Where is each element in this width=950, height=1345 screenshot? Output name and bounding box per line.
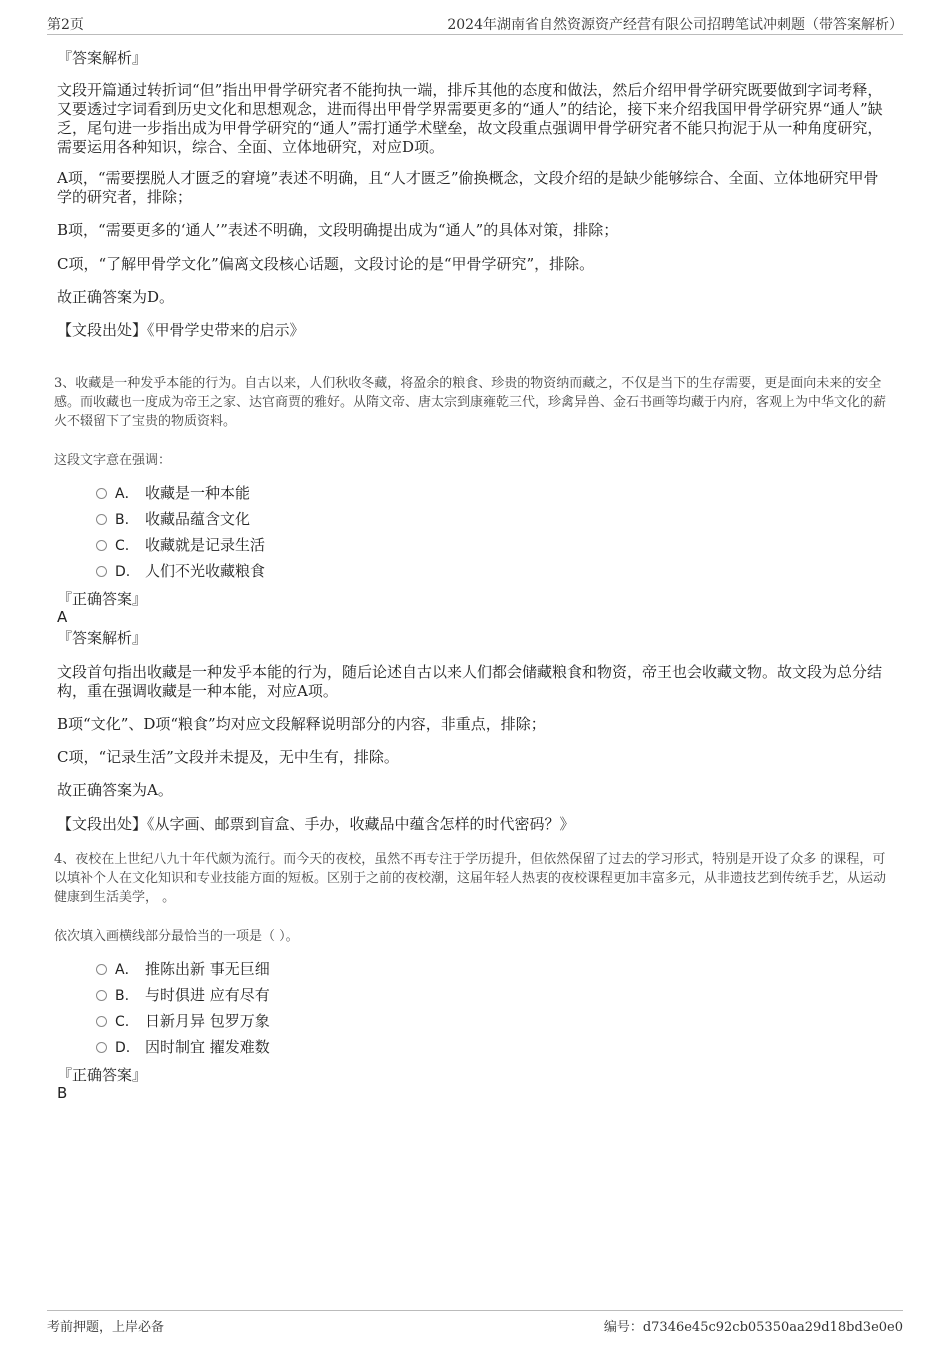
q3-correct-answer: A	[57, 608, 68, 626]
q2-analysis-p5: 故正确答案为D。	[57, 288, 175, 306]
radio-icon[interactable]	[96, 990, 107, 1001]
q3-analysis-p1: 文段首句指出收藏是一种发乎本能的行为，随后论述自古以来人们都会储藏粮食和物资，帝王也会收藏文物。故文段为总分结构，重在强调收藏是一种本能，对应A项。	[57, 663, 883, 700]
radio-icon[interactable]	[96, 964, 107, 975]
q2-analysis-p4: C项，“了解甲骨学文化”偏离文段核心话题，文段讨论的是“甲骨学研究”，排除。	[57, 255, 595, 273]
q2-analysis-p3: B项，“需要更多的‘通人’”表述不明确，文段明确提出成为“通人”的具体对策，排除；	[57, 221, 619, 239]
q4-option-b[interactable]: B. 与时俱进 应有尽有	[96, 985, 270, 1005]
q3-analysis-label: 『答案解析』	[57, 629, 148, 647]
footer-slogan: 考前押题，上岸必备	[47, 1320, 165, 1335]
q4-option-c[interactable]: C. 日新月异 包罗万象	[96, 1011, 270, 1031]
q2-analysis-label: 『答案解析』	[57, 49, 148, 67]
page-footer	[47, 1310, 903, 1333]
q3-analysis-p4: 故正确答案为A。	[57, 781, 173, 799]
q4-question: 依次填入画横线部分最恰当的一项是（ ）。	[54, 929, 299, 944]
q3-analysis-p3: C项，“记录生活”文段并未提及，无中生有，排除。	[57, 748, 399, 766]
page-number: 第2页	[47, 17, 84, 33]
q3-option-b[interactable]: B. 收藏品蕴含文化	[96, 509, 250, 529]
q2-analysis-p1: 文段开篇通过转折词“但”指出甲骨学研究者不能拘执一端，排斥其他的态度和做法，然后介绍甲骨学研究既要做到字词考释，又要透过字词看到历史文化和思想观念，进而得出甲骨学界需要更多的“通人”的结论，接下来介绍我国甲骨学研究界“通人”缺乏，尾句进一步指出成为甲骨学研究的“通人”需打通学术壁垒，故文段重点强调甲骨学研究者不能只拘泥于从一种角度研究，需要运用各种知识，综合、全面、立体地研究，对应D项。	[57, 81, 883, 156]
q4-correct-answer: B	[57, 1084, 68, 1102]
q3-option-d[interactable]: D. 人们不光收藏粮食	[96, 561, 265, 581]
document-title: 2024年湖南省自然资源资产经营有限公司招聘笔试冲刺题（带答案解析）	[447, 17, 903, 33]
q3-option-a[interactable]: A． 收藏是一种本能	[96, 483, 250, 503]
q4-option-d[interactable]: D. 因时制宜 擢发难数	[96, 1037, 270, 1057]
q3-correct-label: 『正确答案』	[57, 590, 148, 608]
q4-option-a[interactable]: A． 推陈出新 事无巨细	[96, 959, 270, 979]
q3-stem: 3、收藏是一种发乎本能的行为。自古以来，人们秋收冬藏，将盈余的粮食、珍贵的物资纳而藏之，不仅是当下的生存需要，更是面向未来的安全感。而收藏也一度成为帝王之家、达官商贾的雅好。从隋文帝、唐太宗到康雍乾三代，珍禽异兽、金石书画等均藏于内府，客观上为中华文化的薪火不辍留下了宝贵的物质资料。	[54, 376, 887, 429]
q3-source: 【文段出处】《从字画、邮票到盲盒、手办，收藏品中蕴含怎样的时代密码？》	[57, 815, 575, 833]
q4-correct-label: 『正确答案』	[57, 1066, 148, 1084]
document-id: 编号：d7346e45c92cb05350aa29d18bd3e0e0	[603, 1320, 903, 1335]
radio-icon[interactable]	[96, 514, 107, 525]
q2-analysis-p2: A项，“需要摆脱人才匮乏的窘境”表述不明确，且“人才匮乏”偷换概念，文段介绍的是缺少能够综合、全面、立体地研究甲骨学的研究者，排除；	[57, 169, 879, 206]
radio-icon[interactable]	[96, 1016, 107, 1027]
q2-source: 【文段出处】《甲骨学史带来的启示》	[57, 321, 305, 339]
page-header	[47, 14, 903, 35]
q3-option-c[interactable]: C. 收藏就是记录生活	[96, 535, 265, 555]
q4-stem: 4、夜校在上世纪八九十年代颇为流行。而今天的夜校，虽然不再专注于学历提升，但依然保留了过去的学习形式，特别是开设了众多 的课程，可以填补个人在文化知识和专业技能方面的短板。区别于之前的夜校潮，这届年轻人热衷的夜校课程更加丰富多元，从非遗技艺到传统手艺，从运动健康到生活美学， 。	[54, 852, 887, 905]
radio-icon[interactable]	[96, 1042, 107, 1053]
radio-icon[interactable]	[96, 566, 107, 577]
radio-icon[interactable]	[96, 488, 107, 499]
q3-analysis-p2: B项“文化”、D项“粮食”均对应文段解释说明部分的内容，非重点，排除；	[57, 715, 546, 733]
q3-question: 这段文字意在强调：	[54, 453, 172, 468]
radio-icon[interactable]	[96, 540, 107, 551]
